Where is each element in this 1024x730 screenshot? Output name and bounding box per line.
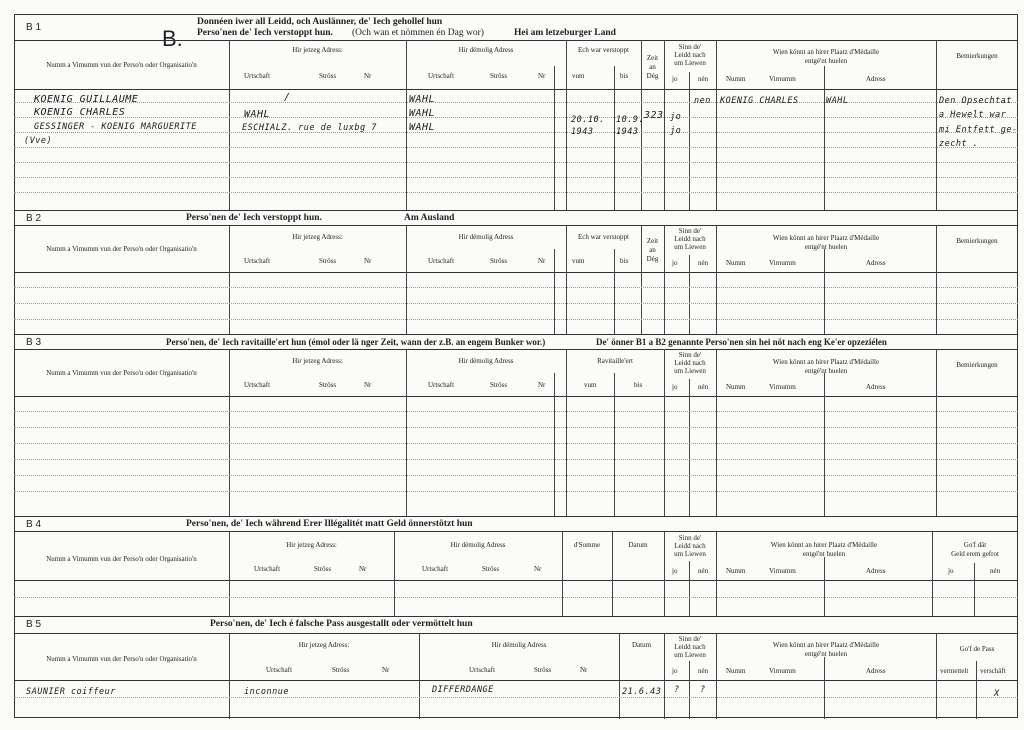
b2-urtschaft-old: Urtschaft [428,257,455,265]
b3-bis: bis [634,381,643,389]
b1-hw-now-2: WAHL [244,109,271,120]
b1-hw-bem-2: a Hewelt war [939,110,1007,120]
b5-addr-now: Hir jetzeg Adress: [298,641,350,649]
b2-title-b: Am Ausland [404,213,455,223]
b2-name-col: Numm a Vimumm vun der Perso'n oder Organisatio'n [46,245,197,253]
b3-nen: nén [698,383,709,391]
b4-nr-old: Nr [534,565,542,573]
b3-stross: Ströss [319,381,337,389]
b5-nr: Nr [382,666,390,674]
b4-stross-old: Ströss [482,565,500,573]
b3-medaille-2: entgé'nt huelen [804,367,848,375]
b1-addr-old: Hir démolig Adress [458,46,514,54]
b2-medaille-1: Wien könnt an hirer Plaatz d'Médaille [772,234,880,242]
b3-nr-old: Nr [538,381,546,389]
b1-zeit-1: Zeit [646,54,659,62]
b5-medaille-1: Wien könnt an hirer Plaatz d'Médaille [772,641,880,649]
b3-urtschaft: Urtschaft [244,381,271,389]
b3-virnumm: Virnumm [769,383,796,391]
b1-zeit-2: an [649,63,656,71]
b1-hw-now-1: / [284,92,291,103]
section-b3-label: B 3 [26,337,42,348]
b3-name-col: Numm a Vimumm vun der Perso'n oder Organisatio'n [46,369,197,377]
b2-verstoppt: Ech war verstoppt [578,233,629,241]
b1-hw-med-name: KOENIG CHARLES [720,96,799,106]
b5-medaille-2: entgé'nt huelen [804,650,848,658]
b1-hw-vum: 20.10. 1943 [571,115,605,137]
b5-hw-x: X [994,689,1000,699]
b4-virnumm: Virnumm [769,567,796,575]
main-title-line2a: Perso'nen de' Iech verstoppt hun. [197,28,333,38]
b1-hw-name-4: (Vve) [24,136,53,146]
b1-verstoppt: Ech war verstoppt [578,46,629,54]
b4-datum: Datum [628,541,648,549]
section-b5-label: B 5 [26,619,42,630]
section-b2-label: B 2 [26,213,42,224]
b1-hw-old-1: WAHL [409,94,436,105]
b3-addr-now: Hir jetzeg Adress: [292,357,343,365]
b4-addr-old: Hir démolig Adress [450,541,506,549]
b1-hw-bis: 10.9. 1943 [616,115,645,137]
b3-numm: Numm [726,383,746,391]
b1-hw-zeit: 323 [644,110,664,121]
b1-bemierkungen: Bemierkungen [956,52,998,60]
b1-bis: bis [620,72,629,80]
b1-hw-old-3: WAHL [409,122,436,133]
b4-geld-1: Go'f dät [963,541,987,549]
b5-sinn-1: Sinn de' [678,635,702,643]
b1-stross-old: Ströss [490,72,508,80]
b5-urtschaft: Urtschaft [266,666,293,674]
b5-stross: Ströss [332,666,350,674]
b4-urtschaft: Urtschaft [254,565,281,573]
b3-title-b: De' önner B1 a B2 genannte Perso'nen sin hei nöt nach eng Ke'er opzeziélen [596,337,887,347]
b3-sinn-3: um Liewen [674,367,706,375]
b1-medaille-2: entgé'nt huelen [804,57,848,65]
b2-stross-old: Ströss [490,257,508,265]
b2-title: Perso'nen de' Iech verstoppt hun. [186,213,322,223]
section-b4 [14,516,1018,617]
b1-hw-bem-3: mi Entfett ge- [939,125,1018,135]
b4-name-col: Numm a Vimumm vun der Perso'n oder Organisatio'n [46,555,197,563]
b2-bis: bis [620,257,629,265]
b3-stross-old: Ströss [490,381,508,389]
b5-title: Perso'nen, de' Iech é falsche Pass ausgestallt oder vermöttelt hun [210,619,473,629]
b1-hw-nen: nen [694,96,711,106]
b1-numm: Numm [726,75,746,83]
b3-urtschaft-old: Urtschaft [428,381,455,389]
b2-vum: vum [572,257,585,265]
b4-sinn-3: um Liewen [674,550,706,558]
b4-sinn-2: Leidd nach [674,542,706,550]
b3-adress: Adress [866,383,886,391]
b2-stross: Ströss [319,257,337,265]
b1-addr-now: Hir jetzeg Adress: [292,46,343,54]
b2-addr-old: Hir démolig Adress [458,233,514,241]
b1-sinn-1: Sinn de' [678,43,702,51]
b1-nen: nén [698,75,709,83]
b5-nr-old: Nr [580,666,588,674]
b1-name-col: Numm a Vimumm vun der Perso'n oder Organisatio'n [46,61,197,69]
section-b1 [14,14,1018,210]
b5-sinn-2: Leidd nach [674,643,706,651]
b4-nen: nén [698,567,709,575]
b4-geld-2: Geld erem gefrot [951,550,999,558]
b2-zeit-3: Dég [646,255,659,263]
b1-urtschaft-old: Urtschaft [428,72,455,80]
b5-hw-datum: 21.6.43 [622,687,662,697]
b5-hw-now: inconnue [244,687,289,697]
b1-hw-jo-2: jo [670,126,682,136]
b4-geld-nen: nén [990,567,1001,575]
b5-nen: nén [698,667,709,675]
b1-vum: vum [572,72,585,80]
b4-somme: d'Somme [573,541,601,549]
b2-nr: Nr [364,257,372,265]
b2-adress: Adress [866,259,886,267]
b1-hw-now-3: ESCHIALZ. rue de luxbg 7 [242,123,377,133]
b2-virnumm: Virnumm [769,259,796,267]
b3-nr: Nr [364,381,372,389]
b1-virnumm: Virnumm [769,75,796,83]
b5-hw-q2: ? [700,685,706,695]
b5-hw-old: DIFFERDANGE [432,685,494,695]
b1-hw-name-2: KOENIG CHARLES [34,107,126,118]
b4-medaille-2: entgé'nt huelen [802,550,846,558]
b1-hw-old-2: WAHL [409,108,436,119]
b4-urtschaft-old: Urtschaft [422,565,449,573]
b4-jo: jo [672,567,678,575]
b5-name-col: Numm a Vimumm vun der Perso'n oder Organisatio'n [46,655,197,663]
b3-ravitaille: Ravitaille'ert [597,357,633,365]
b2-medaille-2: entgé'nt huelen [804,243,848,251]
section-b4-label: B 4 [26,519,42,530]
b1-sinn-2: Leidd nach [674,51,706,59]
b1-hw-name-3: GESSINGER - KOENIG MARGUERITE [34,122,197,132]
b3-vum: vum [584,381,597,389]
b5-hw-q1: ? [674,685,680,695]
b1-adress: Adress [866,75,886,83]
b5-pass: Go'f de Pass [959,645,995,653]
b1-hw-bem-1: Den Opsechtat [939,96,1013,106]
b2-zeit-1: Zeit [646,237,659,245]
section-b5 [14,616,1018,719]
form-letter: B. [162,26,183,51]
b1-jo: jo [672,75,678,83]
b4-nr: Nr [359,565,367,573]
b3-jo: jo [672,383,678,391]
main-title-line2b: (Och wan et nömmen én Dag wor) [352,28,484,38]
b2-zeit-2: an [649,246,656,254]
b3-bemierkungen: Bemierkungen [956,361,998,369]
b1-hw-med-virnumm: WAHL [826,96,849,106]
b3-addr-old: Hir démolig Adress [458,357,514,365]
b5-urtschaft-old: Urtschaft [469,666,496,674]
b1-nr-old: Nr [538,72,546,80]
b5-adress: Adress [866,667,886,675]
b2-sinn-3: um Liewen [674,243,706,251]
b4-geld-jo: jo [948,567,954,575]
b5-hw-name: SAUNIER coiffeur [26,687,116,697]
b2-jo: jo [672,259,678,267]
b1-hw-name-1: KOENIG GUILLAUME [34,94,139,105]
b5-sinn-3: um Liewen [674,651,706,659]
b4-adress: Adress [866,567,886,575]
b4-title: Perso'nen, de' Iech während Erer Illégalitét matt Geld önnerstötzt hun [186,519,473,529]
b4-sinn-1: Sinn de' [678,534,702,542]
b1-medaille-1: Wien könnt an hirer Plaatz d'Médaille [772,48,880,56]
b1-urtschaft: Urtschaft [244,72,271,80]
b2-addr-now: Hir jetzeg Adress: [292,233,343,241]
b3-title: Perso'nen, de' Iech ravitaille'ert hun (émol oder lä nger Zeit, wann der z.B. an engem Bunker wor.) [166,337,546,347]
b2-sinn-2: Leidd nach [674,235,706,243]
b3-medaille-1: Wien könnt an hirer Plaatz d'Médaille [772,358,880,366]
b5-vermettelt: vermettelt [940,667,969,675]
main-title-line1: Donnéen iwer all Leidd, och Auslänner, de' Iech geholleſ hun [197,17,443,27]
b4-medaille-1: Wien könnt an hirer Plaatz d'Médaille [770,541,878,549]
b2-bemierkungen: Bemierkungen [956,237,998,245]
b2-urtschaft: Urtschaft [244,257,271,265]
b5-jo: jo [672,667,678,675]
b2-nen: nén [698,259,709,267]
b1-hw-bem-4: zecht . [939,139,979,149]
section-b1-label: B 1 [26,22,42,33]
b1-hw-jo-1: jo [670,112,682,122]
b2-nr-old: Nr [538,257,546,265]
b1-sinn-3: um Liewen [674,59,706,67]
b2-numm: Numm [726,259,746,267]
b3-sinn-2: Leidd nach [674,359,706,367]
b5-verschaft: verschäft [980,667,1006,675]
b1-nr: Nr [364,72,372,80]
main-title-line2c: Hei am letzeburger Land [514,28,616,38]
b4-addr-now: Hir jetzeg Adress: [286,541,337,549]
b5-numm: Numm [726,667,746,675]
b4-stross: Ströss [314,565,332,573]
b4-numm: Numm [726,567,746,575]
b5-addr-old: Hir démolig Adress [491,641,547,649]
section-b2 [14,210,1018,335]
b3-sinn-1: Sinn de' [678,351,702,359]
b2-sinn-1: Sinn de' [678,227,702,235]
b1-zeit-3: Dég [646,72,659,80]
section-b3 [14,334,1018,517]
b1-stross: Ströss [319,72,337,80]
b5-virnumm: Virnumm [769,667,796,675]
b5-datum: Datum [631,641,652,649]
b5-stross-old: Ströss [534,666,552,674]
